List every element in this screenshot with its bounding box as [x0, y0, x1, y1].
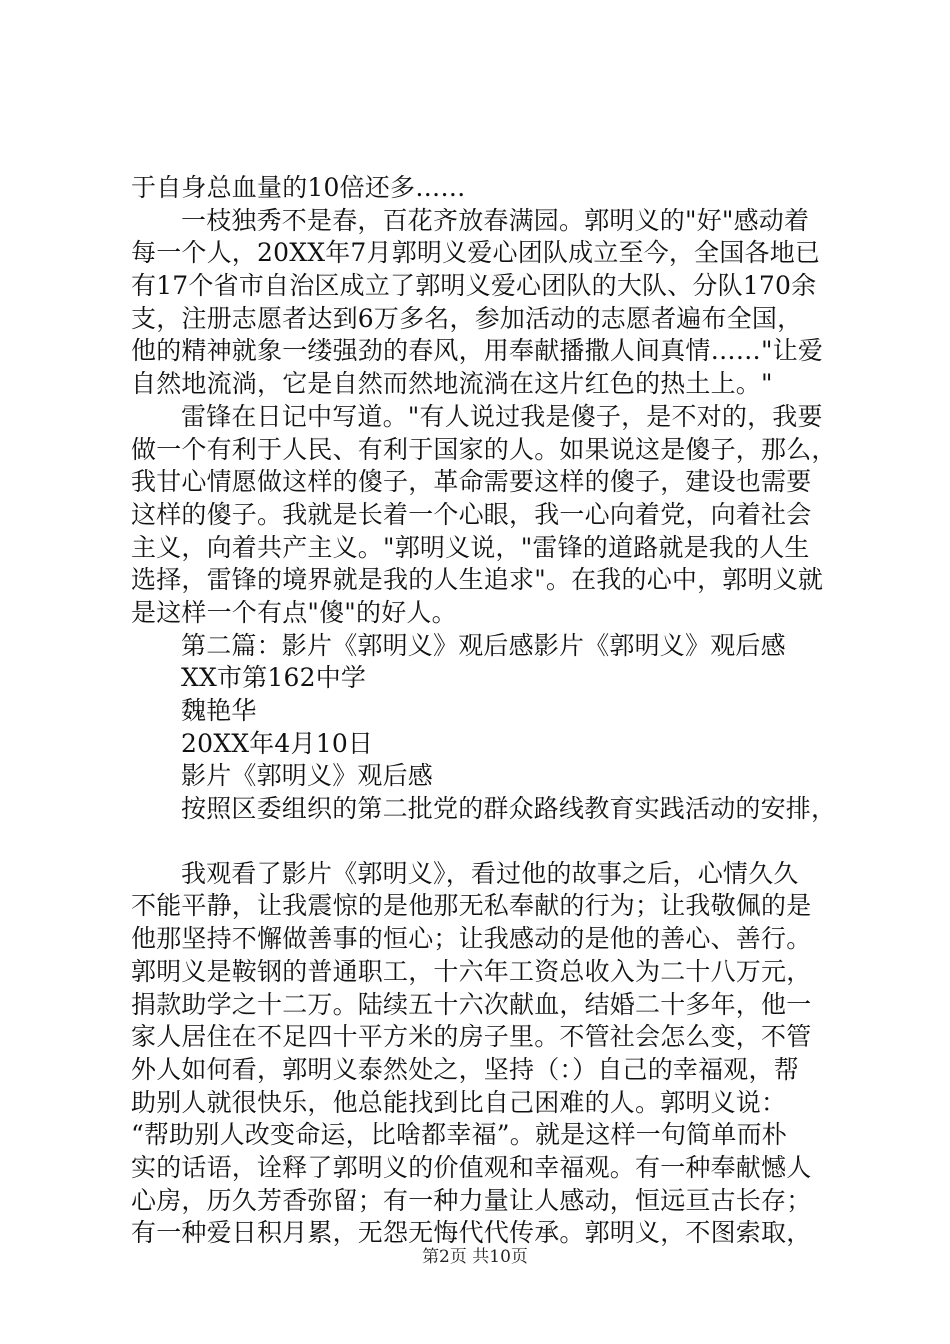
page-number-footer: 第2页 共10页 [422, 1247, 528, 1267]
text-line: 每一个人，20XX年7月郭明义爱心团队成立至今，全国各地已 [131, 238, 821, 268]
school-name: XX市第162中学 [181, 663, 367, 693]
author-name: 魏艳华 [181, 696, 257, 725]
date-line: 20XX年4月10日 [181, 728, 374, 758]
blank-gap [131, 826, 831, 858]
text-line: 这样的傻子。我就是长着一个心眼，我一心向着党，向着社会 [131, 499, 812, 529]
text-line: 有一种爱日积月累，无怨无悔代代传承。郭明义，不图索取， [131, 1218, 812, 1248]
text-line: 我甘心情愿做这样的傻子，革命需要这样的傻子，建设也需要 [131, 467, 812, 497]
text-line: 自然地流淌，它是自然而然地流淌在这片红色的热土上。" [131, 369, 773, 399]
essay-title: 影片《郭明义》观后感 [181, 761, 434, 791]
text-line: 郭明义是鞍钢的普通职工，十六年工资总收入为二十八万元， [131, 956, 812, 986]
document-body [131, 172, 837, 1250]
paragraph-start: 一枝独秀不是春，百花齐放春满园。郭明义的"好"感动着 [181, 205, 810, 235]
text-line: 外人如何看，郭明义泰然处之，坚持（：）自己的幸福观，帮 [131, 1054, 799, 1084]
text-line: 实的话语，诠释了郭明义的价值观和幸福观。有一种奉献憾人 [131, 1152, 812, 1182]
text-line: 于自身总血量的10倍还多…… [131, 173, 466, 202]
text-line: 心房，历久芳香弥留；有一种力量让人感动，恒远亘古长存； [131, 1185, 812, 1215]
text-line: 做一个有利于人民、有利于国家的人。如果说这是傻子，那么， [131, 434, 837, 464]
section-heading: 第二篇：影片《郭明义》观后感影片《郭明义》观后感 [181, 630, 786, 660]
text-line: 主义，向着共产主义。"郭明义说，"雷锋的道路就是我的人生 [131, 532, 810, 562]
text-line: 他的精神就象一缕强劲的春风，用奉献播撒人间真情……"让爱 [131, 336, 824, 366]
text-line: 捐款助学之十二万。陆续五十六次献血，结婚二十多年，他一 [131, 989, 812, 1019]
text-line: 他那坚持不懈做善事的恒心；让我感动的是他的善心、善行。 [131, 924, 812, 954]
text-line: 不能平静，让我震惊的是他那无私奉献的行为；让我敬佩的是 [131, 891, 812, 921]
text-line: 选择，雷锋的境界就是我的人生追求"。在我的心中，郭明义就 [131, 565, 824, 595]
text-line: 是这样一个有点"傻"的好人。 [131, 597, 457, 627]
paragraph-start: 雷锋在日记中写道。"有人说过我是傻子，是不对的，我要 [181, 401, 823, 431]
text-line: 家人居住在不足四十平方米的房子里。不管社会怎么变，不管 [131, 1022, 812, 1052]
paragraph-start: 按照区委组织的第二批党的群众路线教育实践活动的安排， [181, 794, 837, 824]
text-line: 支，注册志愿者达到6万多名，参加活动的志愿者遍布全国， [131, 303, 803, 333]
text-line: 助别人就很快乐，他总能找到比自己困难的人。郭明义说： [131, 1087, 787, 1117]
text-line: 有17个省市自治区成立了郭明义爱心团队的大队、分队170余 [131, 271, 817, 301]
paragraph-start: 我观看了影片《郭明义》，看过他的故事之后，心情久久 [181, 858, 799, 888]
text-line: “帮助别人改变命运，比啥都幸福”。就是这样一句简单而朴 [131, 1120, 787, 1150]
